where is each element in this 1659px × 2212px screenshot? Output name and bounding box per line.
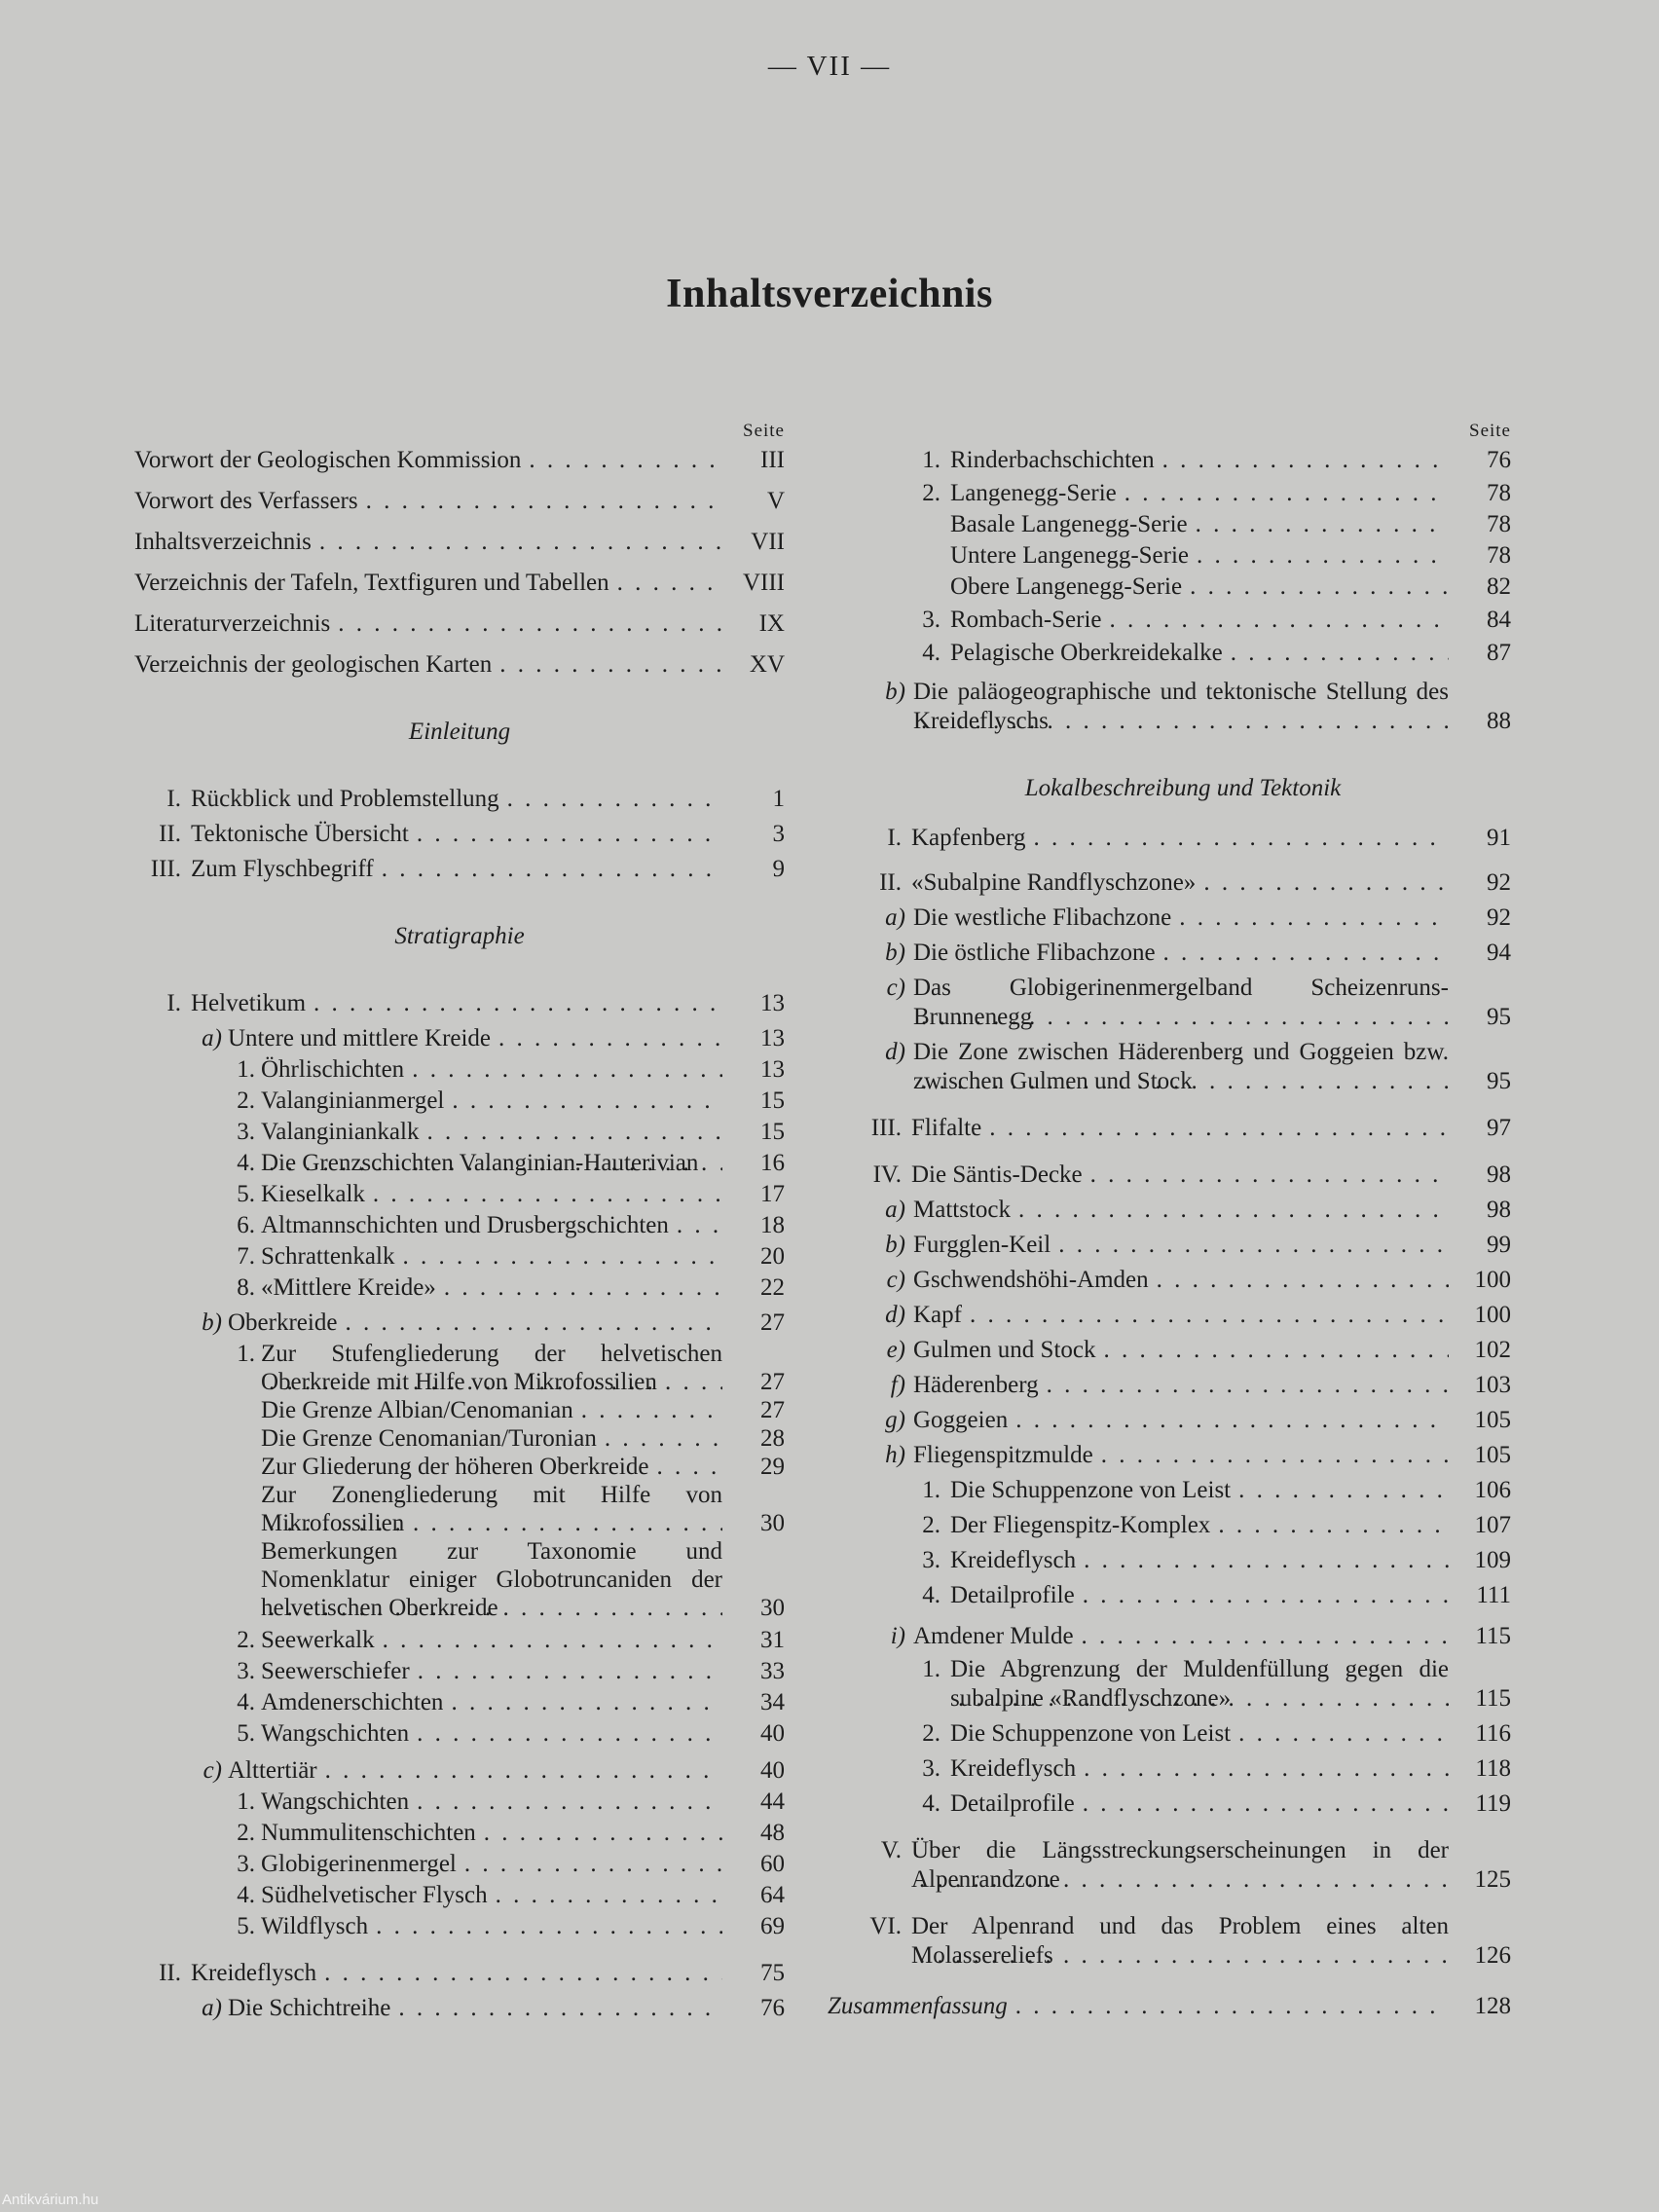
- toc-right-column: [828, 421, 1511, 2021]
- toc-entry[interactable]: 7. Schrattenkalk . . . 20: [134, 1242, 785, 1272]
- toc-entry[interactable]: c) Das Globigerinenmergelband Scheizenruns-Brunnenegg . . . 95: [855, 974, 1511, 1032]
- toc-entry[interactable]: Verzeichnis der Tafeln, Textfiguren und Tabellen . . . VIII: [134, 569, 785, 598]
- toc-entry[interactable]: 5. Kieselkalk . . . 17: [134, 1180, 785, 1209]
- page-number: — VII —: [767, 51, 892, 82]
- toc-entry[interactable]: I. Helvetikum . . . 13: [134, 989, 785, 1018]
- toc-entry[interactable]: c) Gschwendshöhi-Amden . . . 100: [855, 1266, 1511, 1295]
- toc-entry[interactable]: 5. Wildflysch . . . 69: [134, 1912, 785, 1941]
- toc-entry[interactable]: II. Kreideflysch . . . 75: [134, 1959, 785, 1988]
- toc-entry[interactable]: III. Zum Flyschbegriff . . . 9: [134, 855, 785, 884]
- toc-entry[interactable]: d) Kapf . . . 100: [855, 1301, 1511, 1330]
- toc-entry[interactable]: II. «Subalpine Randflyschzone» . . . 92: [855, 868, 1511, 898]
- toc-entry[interactable]: 5. Wangschichten . . . 40: [134, 1719, 785, 1749]
- toc-entry[interactable]: a) Mattstock . . . 98: [855, 1196, 1511, 1225]
- toc-entry[interactable]: VI. Der Alpenrand und das Problem eines alten Molassereliefs . . . 126: [855, 1912, 1511, 1971]
- toc-entry[interactable]: 4. Detailprofile . . . 111: [855, 1581, 1511, 1610]
- toc-entry[interactable]: Vorwort der Geologischen Kommission . . . III: [134, 446, 785, 475]
- toc-entry[interactable]: 2. Valanginianmergel . . . 15: [134, 1087, 785, 1116]
- toc-front-matter: [134, 446, 785, 680]
- toc-entry[interactable]: i) Amdener Mulde . . . 115: [855, 1622, 1511, 1651]
- toc-entry[interactable]: a) Die Schichtreihe . . . 76: [134, 1994, 785, 2023]
- toc-entry[interactable]: 4. Pelagische Oberkreidekalke . . . 87: [855, 639, 1511, 668]
- seite-label: Seite: [743, 421, 785, 441]
- toc-entry[interactable]: Zur Zonengliederung mit Hilfe von Mikrofossilien . . . 30: [134, 1481, 785, 1537]
- toc-entry[interactable]: d) Die Zone zwischen Häderenberg und Goggeien bzw. zwischen Gulmen und Stock . . . 95: [855, 1038, 1511, 1096]
- toc-entry[interactable]: 1. Rinderbachschichten . . . 76: [855, 446, 1511, 475]
- toc-entry[interactable]: IV. Die Säntis-Decke . . . 98: [855, 1161, 1511, 1190]
- toc-entry[interactable]: Die Grenze Cenomanian/Turonian . . . 28: [134, 1424, 785, 1453]
- toc-entry[interactable]: 1. Zur Stufengliederung der helvetischen Oberkreide mit Hilfe von Mikrofossilien . . . 27: [134, 1340, 785, 1396]
- seite-label: Seite: [1469, 421, 1511, 441]
- toc-entry[interactable]: Literaturverzeichnis . . . IX: [134, 609, 785, 639]
- toc-entry[interactable]: Verzeichnis der geologischen Karten . . . XV: [134, 650, 785, 680]
- toc-entry[interactable]: 2. Nummulitenschichten . . . 48: [134, 1819, 785, 1848]
- toc-entry[interactable]: 4. Die Grenzschichten Valanginian-Hauterivian . . . 16: [134, 1149, 785, 1178]
- toc-entry[interactable]: V. Über die Längsstreckungserscheinungen in der Alpenrandzone . . . 125: [855, 1836, 1511, 1895]
- toc-entry[interactable]: 3. Kreideflysch . . . 109: [855, 1546, 1511, 1575]
- toc-entry[interactable]: Inhaltsverzeichnis . . . VII: [134, 528, 785, 557]
- toc-entry[interactable]: Vorwort des Verfassers . . . V: [134, 487, 785, 516]
- toc-entry[interactable]: Zur Gliederung der höheren Oberkreide . . . 29: [134, 1453, 785, 1481]
- toc-entry[interactable]: 3. Rombach-Serie . . . 84: [855, 606, 1511, 635]
- toc-entry[interactable]: 8. «Mittlere Kreide» . . . 22: [134, 1273, 785, 1303]
- toc-entry[interactable]: 3. Globigerinenmergel . . . 60: [134, 1850, 785, 1879]
- toc-entry[interactable]: f) Häderenberg . . . 103: [855, 1371, 1511, 1400]
- toc-entry[interactable]: 1. Die Abgrenzung der Muldenfüllung gegen die subalpine «Randflyschzone» . . . 115: [855, 1655, 1511, 1714]
- toc-entry[interactable]: a) Die westliche Flibachzone . . . 92: [855, 903, 1511, 933]
- toc-entry[interactable]: 1. Öhrlischichten . . . 13: [134, 1055, 785, 1085]
- toc-entry[interactable]: 4. Amdenerschichten . . . 34: [134, 1688, 785, 1717]
- toc-entry[interactable]: h) Fliegenspitzmulde . . . 105: [855, 1441, 1511, 1470]
- toc-entry[interactable]: Bemerkungen zur Taxonomie und Nomenklatur einiger Globotruncaniden der helvetischen Oberkreide . . . 30: [134, 1537, 785, 1622]
- toc-entry[interactable]: b) Furgglen-Keil . . . 99: [855, 1231, 1511, 1260]
- toc-entry[interactable]: I. Rückblick und Problemstellung . . . 1: [134, 785, 785, 814]
- toc-entry[interactable]: 3. Kreideflysch . . . 118: [855, 1754, 1511, 1784]
- toc-entry[interactable]: 1. Die Schuppenzone von Leist . . . 106: [855, 1476, 1511, 1505]
- section-heading-stratigraphie: Stratigraphie: [394, 923, 525, 949]
- toc-entry[interactable]: Obere Langenegg-Serie . . . 82: [855, 572, 1511, 602]
- toc-entry[interactable]: II. Tektonische Übersicht . . . 3: [134, 820, 785, 849]
- toc-entry[interactable]: Zusammenfassung . . . 128: [828, 1992, 1511, 2021]
- toc-entry[interactable]: 4. Detailprofile . . . 119: [855, 1789, 1511, 1819]
- toc-entry[interactable]: 3. Seewerschiefer . . . 33: [134, 1657, 785, 1686]
- toc-entry[interactable]: Basale Langenegg-Serie . . . 78: [855, 510, 1511, 539]
- toc-entry[interactable]: 3. Valanginiankalk . . . 15: [134, 1118, 785, 1147]
- page-title: Inhaltsverzeichnis: [666, 272, 993, 316]
- toc-entry[interactable]: 4. Südhelvetischer Flysch . . . 64: [134, 1881, 785, 1910]
- toc-entry[interactable]: c) Alttertiär . . . 40: [134, 1756, 785, 1786]
- section-heading-einleitung: Einleitung: [408, 719, 511, 745]
- toc-entry[interactable]: Die Grenze Albian/Cenomanian . . . 27: [134, 1396, 785, 1424]
- toc-entry[interactable]: III. Flifalte . . . 97: [855, 1114, 1511, 1143]
- toc-entry[interactable]: 2. Die Schuppenzone von Leist . . . 116: [855, 1719, 1511, 1749]
- toc-left-column: [134, 421, 785, 2023]
- toc-entry[interactable]: Untere Langenegg-Serie . . . 78: [855, 541, 1511, 571]
- watermark: Antikvárium.hu: [2, 2192, 99, 2208]
- toc-entry[interactable]: I. Kapfenberg . . . 91: [855, 824, 1511, 853]
- toc-entry[interactable]: b) Die paläogeographische und tektonische Stellung des Kreideflyschs . . . 88: [855, 678, 1511, 736]
- toc-entry[interactable]: 2. Seewerkalk . . . 31: [134, 1626, 785, 1655]
- toc-entry[interactable]: g) Goggeien . . . 105: [855, 1406, 1511, 1435]
- toc-entry[interactable]: e) Gulmen und Stock . . . 102: [855, 1336, 1511, 1365]
- section-heading-lokalbeschreibung: Lokalbeschreibung und Tektonik: [1024, 775, 1342, 801]
- toc-entry[interactable]: 2. Der Fliegenspitz-Komplex . . . 107: [855, 1511, 1511, 1540]
- toc-entry[interactable]: 6. Altmannschichten und Drusbergschichten . . . 18: [134, 1211, 785, 1240]
- toc-entry[interactable]: a) Untere und mittlere Kreide . . . 13: [134, 1024, 785, 1053]
- toc-entry[interactable]: b) Die östliche Flibachzone . . . 94: [855, 939, 1511, 968]
- toc-entry[interactable]: b) Oberkreide . . . 27: [134, 1309, 785, 1338]
- toc-entry[interactable]: 2. Langenegg-Serie . . . 78: [855, 479, 1511, 508]
- toc-entry[interactable]: 1. Wangschichten . . . 44: [134, 1788, 785, 1817]
